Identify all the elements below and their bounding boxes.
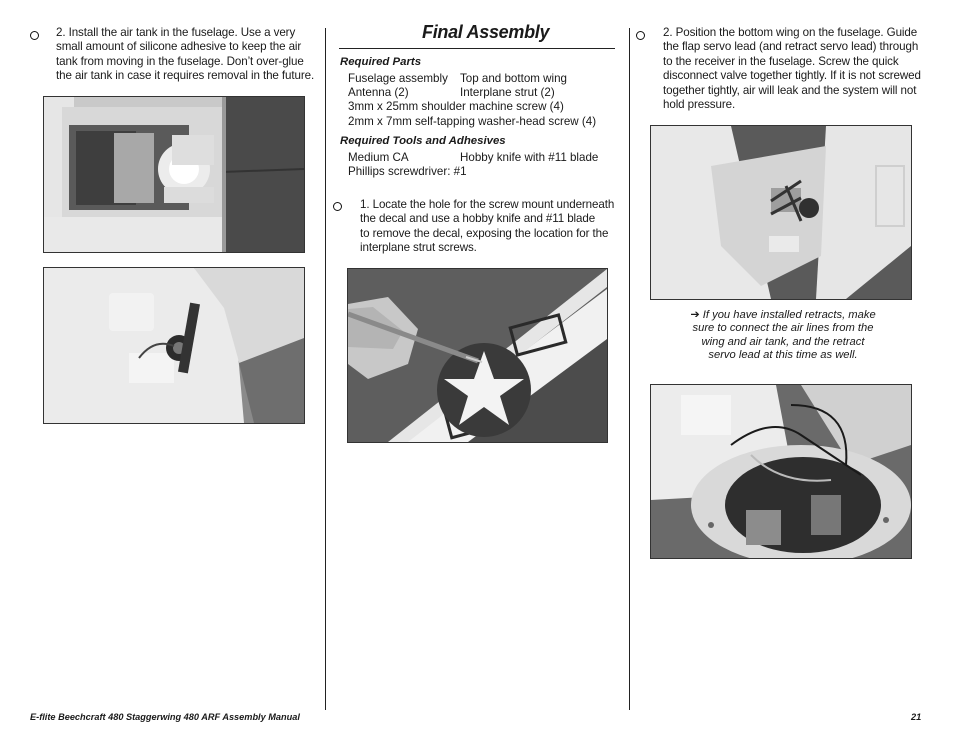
text-line: to the receiver in the fuselage. Screw the quick (663, 54, 899, 68)
left-step-text (56, 26, 324, 84)
middle-step-text (360, 198, 622, 256)
note-line: sure to connect the air lines from the (692, 322, 874, 335)
parts-row (460, 72, 567, 85)
part-item: Fuselage assembly (348, 72, 448, 85)
part-item: Antenna (2) (348, 86, 409, 99)
checkbox-bullet-icon[interactable] (636, 31, 645, 40)
column-divider-right (629, 28, 630, 710)
tool-item: Medium CA (348, 151, 409, 164)
text-line: tank from moving in the fuselage. Don’t over-glue (56, 54, 304, 68)
photo-air-tank-in-fuselage (43, 96, 305, 253)
text-line: 1. Locate the hole for the screw mount underneath (360, 198, 615, 211)
parts-row (348, 115, 596, 128)
note-line (668, 309, 898, 322)
text-line: the air tank in case it requires removal in the future. (56, 69, 315, 83)
required-parts-heading: Required Parts (340, 56, 422, 68)
note-text: If you have installed retracts, make (702, 309, 876, 321)
part-item: 2mm x 7mm self-tapping washer-head screw (4) (348, 115, 597, 128)
title-underline (339, 48, 615, 49)
arrow-right-icon: ➔ (690, 309, 700, 321)
text-line: hold pressure. (663, 98, 736, 112)
photo-hobby-knife-decal (347, 268, 608, 443)
part-item: 3mm x 25mm shoulder machine screw (4) (348, 100, 564, 113)
tool-item: Phillips screwdriver: #1 (348, 165, 467, 178)
tools-row (460, 151, 598, 164)
parts-row (460, 86, 555, 99)
parts-row (348, 100, 564, 113)
text-line: interplane strut screws. (360, 241, 477, 255)
page-number: 21 (911, 712, 922, 722)
photo-receiver-wiring (650, 384, 912, 559)
checkbox-bullet-icon[interactable] (333, 202, 342, 211)
text-line: to remove the decal, exposing the location for the (360, 226, 609, 240)
text-line: 2. Position the bottom wing on the fuselage. Guide (663, 26, 918, 39)
part-item: Interplane strut (2) (460, 86, 555, 99)
text-line: small amount of silicone adhesive to keep the air (56, 40, 302, 54)
checkbox-bullet-icon[interactable] (30, 31, 39, 40)
parts-row (348, 86, 409, 99)
retract-note (668, 309, 898, 363)
text-line: 2. Install the air tank in the fuselage. Use a very (56, 26, 296, 39)
tool-item: Hobby knife with #11 blade (460, 151, 599, 164)
parts-row (348, 72, 448, 85)
section-title: Final Assembly (422, 22, 550, 42)
part-item: Top and bottom wing (460, 72, 567, 85)
photo-bottom-wing-on-fuselage (650, 125, 912, 300)
text-line: the flap servo lead (and retract servo lead) through (663, 40, 919, 54)
column-divider-left (325, 28, 326, 710)
tools-row (348, 165, 467, 178)
right-step-text (663, 26, 929, 112)
photo-quick-disconnect-valve (43, 267, 305, 424)
text-line: disconnect valve together tightly. If it is not screwed (663, 69, 921, 83)
text-line: together tightly, air will leak and the system will not (663, 83, 917, 97)
footer-manual-title: E-flite Beechcraft 480 Staggerwing 480 ARF Assembly Manual (30, 712, 300, 722)
note-line: wing and air tank, and the retract (701, 335, 865, 348)
text-line: the decal and use a hobby knife and #11 blade (360, 212, 596, 226)
note-line: servo lead at this time as well. (708, 349, 858, 362)
required-tools-heading: Required Tools and Adhesives (340, 135, 506, 147)
tools-row (348, 151, 409, 164)
